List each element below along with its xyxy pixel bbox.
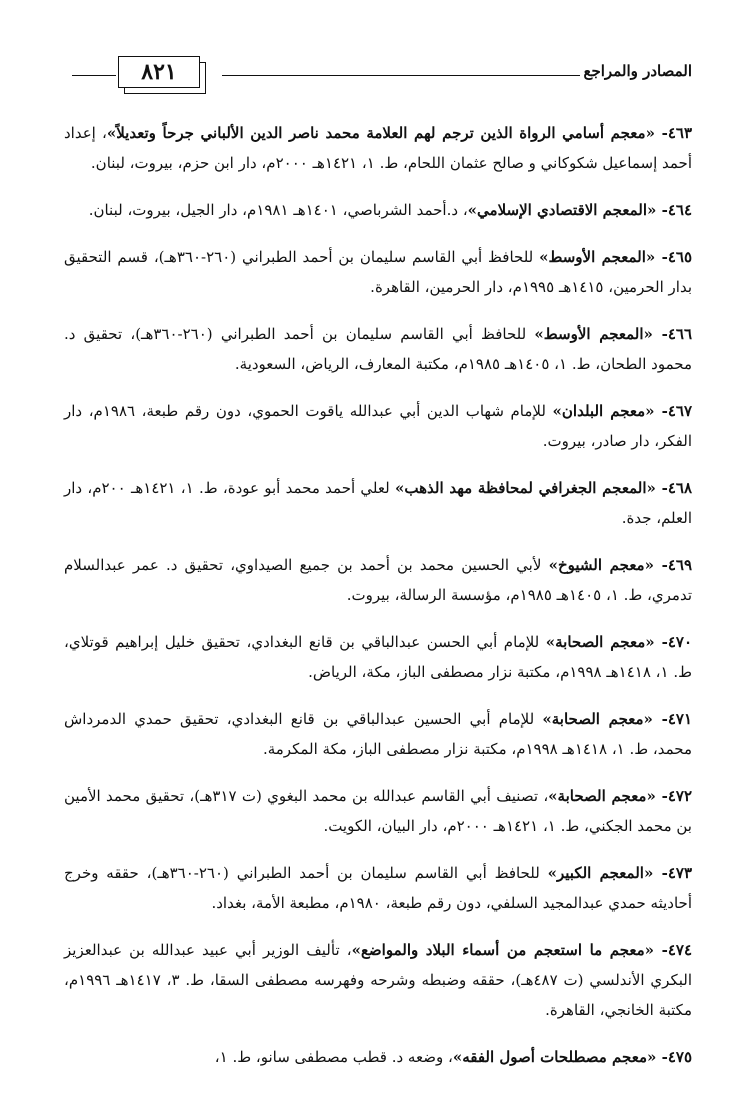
- entry-number: ٤٧٥-: [656, 1048, 692, 1066]
- entry-title: «المعجم الكبير»: [547, 864, 654, 882]
- page-number: ٨٢١: [118, 56, 200, 88]
- bibliography-entry: [64, 781, 692, 841]
- bibliography-entry: [64, 242, 692, 302]
- entry-title: «المعجم الأوسط»: [534, 325, 653, 343]
- entry-number: ٤٦٨-: [655, 479, 692, 497]
- bibliography-entry: [64, 473, 692, 533]
- entry-details: للحافظ أبي القاسم سليمان بن أحمد الطبراني (٢٦٠-٣٦٠هـ)، تحقيق د. محمود الطحان، ط. ١، ١٤٠٥هـ ١٩٨٥م، مكتبة المعارف، الرياض، السعودية.: [64, 325, 692, 373]
- entry-number: ٤٦٩-: [653, 556, 692, 574]
- header-rule-left: [72, 75, 116, 76]
- entry-number: ٤٦٤-: [656, 201, 692, 219]
- bibliography-entry: [64, 396, 692, 456]
- entry-details: للإمام أبي الحسن عبدالباقي بن قانع البغدادي، تحقيق خليل إبراهيم قوتلاي، ط. ١، ١٤١٨هـ ١٩٩٨م، مكتبة نزار مصطفى الباز، مكة، الرياض.: [64, 633, 692, 681]
- entry-number: ٤٧٠-: [654, 633, 692, 651]
- header-rule-right: [222, 75, 580, 76]
- entry-details: للإمام شهاب الدين أبي عبدالله ياقوت الحموي، دون رقم طبعة، ١٩٨٦م، دار الفكر، دار صادر، بيروت.: [64, 402, 692, 450]
- entry-number: ٤٦٧-: [654, 402, 692, 420]
- entry-number: ٤٦٥-: [655, 248, 692, 266]
- bibliography-entry: [64, 1042, 692, 1072]
- entry-title: «المعجم الجغرافي لمحافظة مهد الذهب»: [395, 479, 656, 497]
- entry-number: ٤٦٦-: [652, 325, 693, 343]
- entry-details: ، تصنيف أبي القاسم عبدالله بن محمد البغوي (ت ٣١٧هـ)، تحقيق محمد الأمين بن محمد الجكني، ط. ١، ١٤٢١هـ ٢٠٠٠م، دار البيان، الكويت.: [64, 787, 692, 835]
- bibliography-entry: [64, 935, 692, 1025]
- entry-title: «معجم مصطلحات أصول الفقه»: [452, 1048, 657, 1066]
- entry-number: ٤٧٤-: [654, 941, 693, 959]
- bibliography-entry: [64, 319, 692, 379]
- entry-details: ، وضعه د. قطب مصطفى سانو، ط. ١،: [214, 1048, 453, 1066]
- entry-title: «معجم الشيوخ»: [548, 556, 654, 574]
- entry-details: للحافظ أبي القاسم سليمان بن أحمد الطبراني (٢٦٠-٣٦٠هـ)، قسم التحقيق بدار الحرمين، ١٤١٥هـ ١٩٩٥م، دار الحرمين، القاهرة.: [64, 248, 692, 296]
- bibliography-entry: [64, 195, 692, 225]
- entry-number: ٤٧٢-: [655, 787, 693, 805]
- bibliography-entry: [64, 550, 692, 610]
- entry-details: ، تأليف الوزير أبي عبيد عبدالله بن عبدالعزيز البكري الأندلسي (ت ٤٨٧هـ)، حققه وضبطه وشرحه وفهرسه مصطفى السقا، ط. ٣، ١٤١٧هـ ١٩٩٦م، مكتبة الخانجي، القاهرة.: [64, 941, 692, 1019]
- entry-details: لعلي أحمد محمد أبو عودة، ط. ١، ١٤٢١هـ ٢٠٠م، دار العلم، جدة.: [64, 479, 692, 527]
- entry-details: للإمام أبي الحسين عبدالباقي بن قانع البغدادي، تحقيق حمدي الدمرداش محمد، ط. ١، ١٤١٨هـ ١٩٩٨م، مكتبة نزار مصطفى الباز، مكة المكرمة.: [64, 710, 692, 758]
- entry-details: لأبي الحسين محمد بن أحمد بن جميع الصيداوي، تحقيق د. عمر عبدالسلام تدمري، ط. ١، ١٤٠٥هـ ١٩٨٥م، مؤسسة الرسالة، بيروت.: [64, 556, 692, 604]
- entry-title: «المعجم الاقتصادي الإسلامي»: [467, 201, 657, 219]
- entry-title: «معجم البلدان»: [552, 402, 655, 420]
- entry-number: ٤٧٣-: [653, 864, 693, 882]
- page-number-box: [118, 56, 210, 92]
- entry-title: «معجم ما استعجم من أسماء البلاد والمواضع»: [351, 941, 655, 959]
- bibliography-list: [64, 118, 692, 1089]
- bibliography-entry: [64, 118, 692, 178]
- entry-details: للحافظ أبي القاسم سليمان بن أحمد الطبراني (٢٦٠-٣٦٠هـ)، حققه وخرج أحاديثه حمدي عبدالمجيد السلفي، دون رقم طبعة، ١٩٨٠م، مطبعة الأمة، بغداد.: [64, 864, 692, 912]
- bibliography-entry: [64, 704, 692, 764]
- entry-title: «معجم الصحابة»: [548, 787, 656, 805]
- entry-title: «المعجم الأوسط»: [539, 248, 656, 266]
- entry-details: ، د.أحمد الشرباصي، ١٤٠١هـ ١٩٨١م، دار الجيل، بيروت، لبنان.: [88, 201, 468, 219]
- entry-title: «معجم أسامي الرواة الذين ترجم لهم العلامة محمد ناصر الدين الألباني جرحاً وتعديلاً»: [106, 124, 655, 142]
- bibliography-entry: [64, 858, 692, 918]
- entry-number: ٤٦٣-: [654, 124, 692, 142]
- bibliography-entry: [64, 627, 692, 687]
- running-header: [72, 56, 692, 100]
- entry-details: ، إعداد أحمد إسماعيل شكوكاني و صالح عثمان اللحام، ط. ١، ١٤٢١هـ ٢٠٠٠م، دار ابن حزم، بيروت، لبنان.: [64, 124, 692, 172]
- running-header-title: المصادر والمراجع: [583, 62, 692, 80]
- entry-title: «معجم الصحابة»: [545, 633, 655, 651]
- entry-number: ٤٧١-: [652, 710, 692, 728]
- entry-title: «معجم الصحابة»: [542, 710, 653, 728]
